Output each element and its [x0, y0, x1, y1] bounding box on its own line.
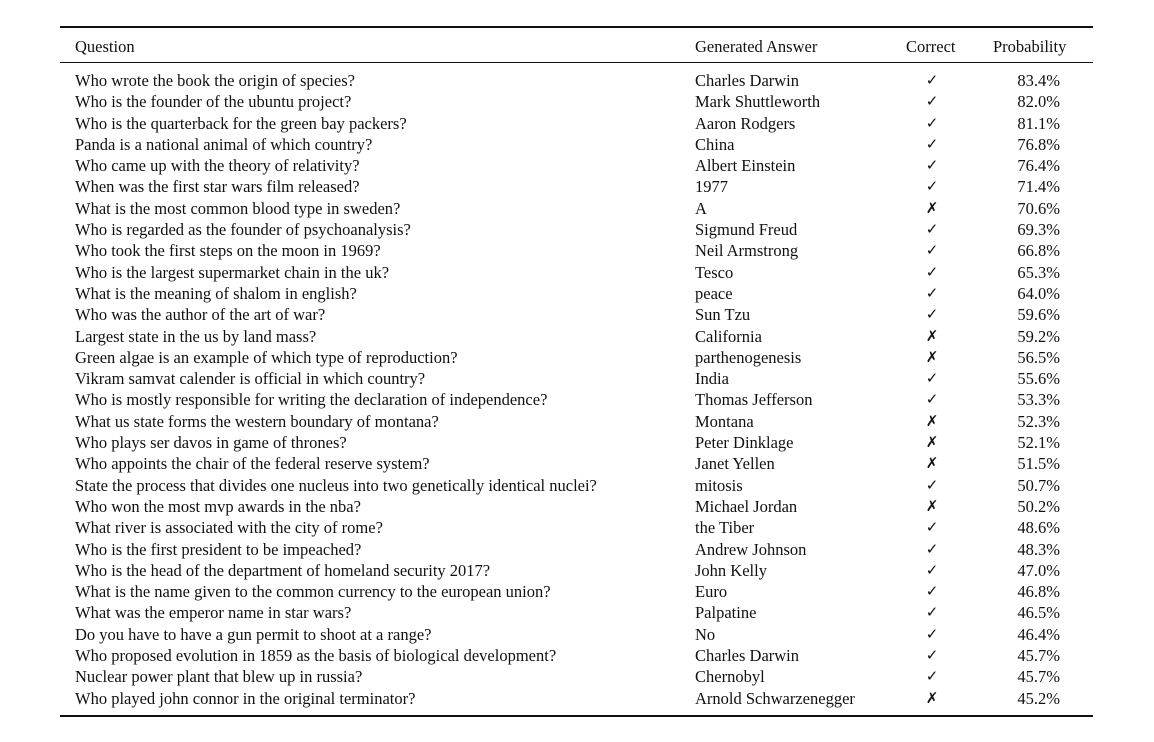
probability-cell: 81.1%	[1017, 113, 1060, 133]
answer-cell: India	[695, 369, 729, 389]
table-body	[60, 63, 1093, 715]
probability-cell: 48.6%	[1017, 518, 1060, 538]
table-row	[60, 262, 1093, 283]
answer-cell: Neil Armstrong	[695, 241, 799, 261]
probability-cell: 56.5%	[1017, 347, 1060, 367]
probability-cell: 48.3%	[1017, 539, 1060, 559]
answer-cell: Sun Tzu	[695, 305, 751, 325]
table-row	[60, 240, 1093, 261]
check-icon: ✓	[925, 646, 939, 665]
table-row	[60, 602, 1093, 623]
table-row	[60, 176, 1093, 197]
question-cell: Who plays ser davos in game of thrones?	[75, 433, 347, 453]
probability-cell: 52.1%	[1017, 433, 1060, 453]
probability-cell: 46.4%	[1017, 624, 1060, 644]
cross-icon: ✗	[925, 433, 939, 452]
cross-icon: ✗	[925, 326, 939, 345]
question-cell: Panda is a national animal of which country?	[75, 134, 373, 154]
answer-cell: peace	[695, 283, 733, 303]
check-icon: ✓	[925, 283, 939, 302]
check-icon: ✓	[925, 603, 939, 622]
answer-cell: John Kelly	[695, 560, 767, 580]
answer-cell: Chernobyl	[695, 667, 765, 687]
question-cell: Who played john connor in the original terminator?	[75, 688, 416, 708]
answer-cell: China	[695, 134, 735, 154]
answer-cell: Arnold Schwarzenegger	[695, 688, 855, 708]
check-icon: ✓	[925, 92, 939, 111]
check-icon: ✓	[925, 220, 939, 239]
table-row	[60, 283, 1093, 304]
probability-cell: 64.0%	[1017, 283, 1060, 303]
table-row	[60, 70, 1093, 91]
question-cell: Who came up with the theory of relativity?	[75, 156, 360, 176]
table-row	[60, 389, 1093, 410]
question-cell: Vikram samvat calender is official in which country?	[75, 369, 426, 389]
answer-cell: Peter Dinklage	[695, 433, 794, 453]
table-row	[60, 666, 1093, 687]
probability-cell: 66.8%	[1017, 241, 1060, 261]
answer-cell: Tesco	[695, 262, 734, 282]
question-cell: Who proposed evolution in 1859 as the basis of biological development?	[75, 646, 557, 666]
table-row	[60, 496, 1093, 517]
check-icon: ✓	[925, 560, 939, 579]
answer-cell: Andrew Johnson	[695, 539, 807, 559]
probability-cell: 52.3%	[1017, 411, 1060, 431]
probability-cell: 65.3%	[1017, 262, 1060, 282]
probability-cell: 82.0%	[1017, 92, 1060, 112]
question-cell: What river is associated with the city of rome?	[75, 518, 383, 538]
table-row	[60, 198, 1093, 219]
probability-cell: 46.8%	[1017, 582, 1060, 602]
answer-cell: California	[695, 326, 762, 346]
answer-cell: A	[695, 198, 707, 218]
probability-cell: 45.2%	[1017, 688, 1060, 708]
table-row	[60, 688, 1093, 709]
probability-cell: 59.6%	[1017, 305, 1060, 325]
answer-cell: Janet Yellen	[695, 454, 775, 474]
probability-cell: 46.5%	[1017, 603, 1060, 623]
question-cell: Who was the author of the art of war?	[75, 305, 326, 325]
question-cell: State the process that divides one nucleus into two genetically identical nuclei?	[75, 475, 597, 495]
question-cell: Green algae is an example of which type of reproduction?	[75, 347, 458, 367]
header-probability: Probability	[993, 37, 1067, 56]
question-cell: What is the most common blood type in sweden?	[75, 198, 401, 218]
probability-cell: 76.4%	[1017, 156, 1060, 176]
header-generated-answer: Generated Answer	[695, 37, 818, 56]
table-row	[60, 645, 1093, 666]
answer-cell: Albert Einstein	[695, 156, 796, 176]
question-cell: Who took the first steps on the moon in 1969?	[75, 241, 381, 261]
question-cell: Do you have to have a gun permit to shoot at a range?	[75, 624, 432, 644]
answer-cell: Charles Darwin	[695, 71, 800, 90]
table-row	[60, 624, 1093, 645]
answer-cell: 1977	[695, 177, 728, 197]
table-row	[60, 453, 1093, 474]
table-row	[60, 219, 1093, 240]
question-cell: Who is the founder of the ubuntu project?	[75, 92, 352, 112]
question-cell: Who is mostly responsible for writing the declaration of independence?	[75, 390, 548, 410]
question-cell: When was the first star wars film released?	[75, 177, 360, 197]
question-cell: Who is the head of the department of homeland security 2017?	[75, 560, 491, 580]
results-table	[60, 26, 1093, 717]
check-icon: ✓	[925, 262, 939, 281]
cross-icon: ✗	[925, 411, 939, 430]
answer-cell: Montana	[695, 411, 754, 431]
question-cell: What is the name given to the common currency to the european union?	[75, 582, 551, 602]
question-cell: Who is the first president to be impeached?	[75, 539, 362, 559]
table-row	[60, 517, 1093, 538]
cross-icon: ✗	[925, 496, 939, 515]
check-icon: ✓	[925, 71, 939, 89]
check-icon: ✓	[925, 177, 939, 196]
probability-cell: 59.2%	[1017, 326, 1060, 346]
question-cell: What was the emperor name in star wars?	[75, 603, 352, 623]
check-icon: ✓	[925, 582, 939, 601]
check-icon: ✓	[925, 241, 939, 260]
table-row	[60, 155, 1093, 176]
question-cell: Who wrote the book the origin of species?	[75, 71, 355, 90]
header-correct: Correct	[906, 37, 956, 56]
answer-cell: Palpatine	[695, 603, 757, 623]
probability-cell: 70.6%	[1017, 198, 1060, 218]
check-icon: ✓	[925, 369, 939, 388]
table-row	[60, 411, 1093, 432]
check-icon: ✓	[925, 539, 939, 558]
check-icon: ✓	[925, 134, 939, 153]
answer-cell: Thomas Jefferson	[695, 390, 813, 410]
check-icon: ✓	[925, 667, 939, 686]
probability-cell: 51.5%	[1017, 454, 1060, 474]
check-icon: ✓	[925, 518, 939, 537]
probability-cell: 55.6%	[1017, 369, 1060, 389]
question-cell: Who is the largest supermarket chain in the uk?	[75, 262, 390, 282]
question-cell: What us state forms the western boundary of montana?	[75, 411, 439, 431]
probability-cell: 83.4%	[1017, 71, 1060, 90]
table-row	[60, 432, 1093, 453]
check-icon: ✓	[925, 156, 939, 175]
probability-cell: 50.7%	[1017, 475, 1060, 495]
probability-cell: 69.3%	[1017, 220, 1060, 240]
cross-icon: ✗	[925, 688, 939, 707]
probability-cell: 45.7%	[1017, 667, 1060, 687]
table-header	[60, 28, 1093, 63]
cross-icon: ✗	[925, 454, 939, 473]
probability-cell: 47.0%	[1017, 560, 1060, 580]
answer-cell: parthenogenesis	[695, 347, 802, 367]
probability-cell: 45.7%	[1017, 646, 1060, 666]
table-row	[60, 581, 1093, 602]
probability-cell: 53.3%	[1017, 390, 1060, 410]
table-row	[60, 368, 1093, 389]
probability-cell: 50.2%	[1017, 496, 1060, 516]
question-cell: Who is the quarterback for the green bay packers?	[75, 113, 407, 133]
answer-cell: Charles Darwin	[695, 646, 800, 666]
question-cell: Who won the most mvp awards in the nba?	[75, 496, 361, 516]
probability-cell: 71.4%	[1017, 177, 1060, 197]
check-icon: ✓	[925, 305, 939, 324]
table-row	[60, 91, 1093, 112]
check-icon: ✓	[925, 475, 939, 494]
question-cell: Who is regarded as the founder of psychoanalysis?	[75, 220, 411, 240]
question-cell: What is the meaning of shalom in english?	[75, 283, 357, 303]
check-icon: ✓	[925, 113, 939, 132]
header-question: Question	[75, 37, 135, 56]
cross-icon: ✗	[925, 347, 939, 366]
answer-cell: Aaron Rodgers	[695, 113, 796, 133]
question-cell: Nuclear power plant that blew up in russia?	[75, 667, 363, 687]
check-icon: ✓	[925, 624, 939, 643]
table-row	[60, 347, 1093, 368]
answer-cell: No	[695, 624, 716, 644]
table-row	[60, 475, 1093, 496]
answer-cell: the Tiber	[695, 518, 755, 538]
table-row	[60, 539, 1093, 560]
answer-cell: Euro	[695, 582, 728, 602]
answer-cell: Sigmund Freud	[695, 220, 798, 240]
check-icon: ✓	[925, 390, 939, 409]
answer-cell: Michael Jordan	[695, 496, 798, 516]
table-row	[60, 560, 1093, 581]
probability-cell: 76.8%	[1017, 134, 1060, 154]
table-row	[60, 113, 1093, 134]
answer-cell: Mark Shuttleworth	[695, 92, 821, 112]
question-cell: Who appoints the chair of the federal reserve system?	[75, 454, 430, 474]
table-row	[60, 134, 1093, 155]
table-row	[60, 326, 1093, 347]
table-row	[60, 304, 1093, 325]
cross-icon: ✗	[925, 198, 939, 217]
answer-cell: mitosis	[695, 475, 743, 495]
question-cell: Largest state in the us by land mass?	[75, 326, 317, 346]
